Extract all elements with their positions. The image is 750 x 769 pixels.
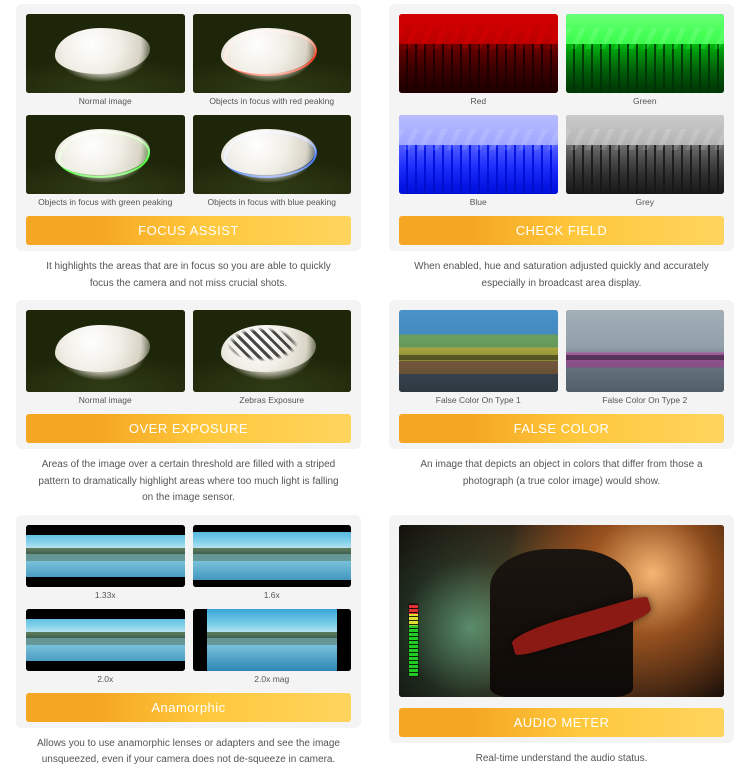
thumbnail-item (399, 525, 724, 700)
thumbnail-caption: False Color On Type 2 (602, 395, 688, 406)
forest-green-image (566, 14, 725, 93)
thumbnail-item (193, 310, 352, 406)
thumbnail-caption: Zebras Exposure (239, 395, 305, 406)
feature-description: It highlights the areas that are in focus so you are able to quickly focus the camera and not miss crucial shots. (46, 261, 331, 289)
feature-title-banner: FOCUS ASSIST (26, 216, 351, 245)
feature-title-banner: OVER EXPOSURE (26, 414, 351, 443)
thumbnail-caption: Green (632, 96, 657, 106)
thumbnail-item (26, 525, 185, 601)
false-color-type2-image (566, 310, 725, 392)
guitarist-audio-meter-image (399, 525, 724, 697)
feature-description: When enabled, hue and saturation adjusted quickly and accurately especially in broadcast area display. (414, 261, 709, 289)
horse-normal-image (26, 310, 185, 392)
feature-title-banner: Anamorphic (26, 693, 351, 722)
thumbnail-panel (389, 515, 734, 743)
feature-description: Areas of the image over a certain threshold are filled with a striped pattern to dramatically highlight areas where too much light is falling on the image sensor. (38, 459, 339, 504)
thumbnail-item (193, 14, 352, 107)
feature-card-audio-meter (381, 515, 742, 769)
feature-card-anamorphic (8, 515, 369, 769)
thumbnail-item (26, 14, 185, 107)
thumbnail-grid (399, 525, 724, 700)
horse-blue-peaking-image (193, 115, 352, 194)
horse-normal-image (26, 14, 185, 93)
thumbnail-caption: Grey (635, 197, 654, 208)
forest-red-image (399, 14, 558, 93)
thumbnail-item (26, 310, 185, 406)
thumbnail-caption: Objects in focus with blue peaking (207, 197, 337, 208)
thumbnail-caption: 2.0x mag (254, 673, 290, 684)
thumbnail-item (193, 115, 352, 208)
thumbnail-caption: Red (470, 96, 487, 106)
horse-red-peaking-image (193, 14, 352, 93)
thumbnail-caption: Objects in focus with red peaking (209, 96, 335, 106)
thumbnail-caption: 1.6x (263, 589, 280, 600)
thumbnail-item (399, 310, 558, 406)
thumbnail-grid (26, 310, 351, 406)
feature-card-false-color (381, 300, 742, 507)
thumbnail-grid (26, 525, 351, 685)
thumbnail-item (193, 525, 352, 601)
thumbnail-item (399, 14, 558, 107)
horse-green-peaking-image (26, 115, 185, 194)
thumbnail-caption: False Color On Type 1 (435, 395, 521, 406)
false-color-type1-image (399, 310, 558, 392)
anamorphic-20x-mag-image (193, 609, 352, 671)
thumbnail-grid (399, 14, 724, 208)
thumbnail-item (26, 609, 185, 685)
feature-description: Allows you to use anamorphic lenses or adapters and see the image unsqueezed, even if your camera does not de-squeeze in camera. (37, 737, 340, 766)
feature-description: Real-time understand the audio status. (475, 752, 648, 764)
thumbnail-grid (399, 310, 724, 406)
anamorphic-133x-image (26, 525, 185, 587)
thumbnail-panel (389, 300, 734, 449)
feature-card-focus-assist (8, 4, 369, 292)
thumbnail-caption: Normal image (78, 96, 132, 106)
thumbnail-item (566, 310, 725, 406)
thumbnail-caption: Blue (469, 197, 487, 208)
thumbnail-caption: Objects in focus with green peaking (38, 197, 173, 208)
feature-title-banner: FALSE COLOR (399, 414, 724, 443)
thumbnail-item (399, 115, 558, 208)
thumbnail-caption: Normal image (78, 395, 132, 406)
thumbnail-item (193, 609, 352, 685)
thumbnail-grid (26, 14, 351, 208)
thumbnail-item (566, 14, 725, 107)
forest-grey-image (566, 115, 725, 194)
thumbnail-caption: 1.33x (94, 589, 116, 600)
anamorphic-20x-image (26, 609, 185, 671)
thumbnail-panel (16, 4, 361, 251)
feature-title-banner: CHECK FIELD (399, 216, 724, 245)
feature-description: An image that depicts an object in colors that differ from those a photograph (a true color image) would show. (420, 459, 703, 487)
horse-zebra-exposure-image (193, 310, 352, 392)
thumbnail-caption: 2.0x (97, 673, 114, 684)
thumbnail-panel (16, 300, 361, 449)
anamorphic-16x-image (193, 525, 352, 587)
thumbnail-item (26, 115, 185, 208)
thumbnail-item (566, 115, 725, 208)
thumbnail-panel (16, 515, 361, 728)
feature-title-banner: AUDIO METER (399, 708, 724, 737)
thumbnail-panel (389, 4, 734, 251)
feature-card-over-exposure (8, 300, 369, 507)
feature-card-check-field (381, 4, 742, 292)
audio-level-meter (409, 604, 418, 676)
forest-blue-image (399, 115, 558, 194)
